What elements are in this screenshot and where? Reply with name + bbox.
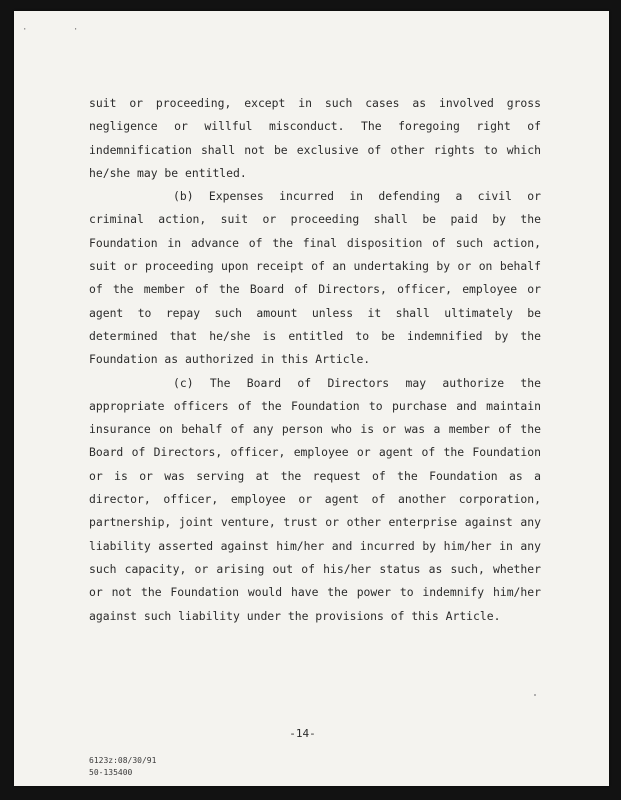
paragraph-c: (c) The Board of Directors may authorize the appropriate officers of the Foundation to purchase and maintain insurance on behalf of any person who is or was a member of the Board of Directors, officer, employee or agent of the Foundation or is or was serving at the request of the Foundation as a director, officer, employee or agent of another corporation, partnership, joint venture, trust or other enterprise against any liability asserted against him/her and incurred by him/her in any such capacity, or arising out of his/her status as such, whether or not the Foundation would have the power to indemnify him/her against such liability under the provisions of this Article. — [89, 375, 541, 623]
scan-specks: · · — [22, 25, 99, 35]
paragraph-a-continuation: suit or proceeding, except in such cases as involved gross negligence or willful misconduct. The foregoing right of indemnification shall not be exclusive of other rights to which he/she may be entitled. — [89, 96, 541, 180]
scan-mark — [534, 694, 536, 696]
page-number: -14- — [289, 727, 316, 740]
document-footer — [89, 755, 156, 779]
paragraph-b: (b) Expenses incurred in defending a civil or criminal action, suit or proceeding shall be paid by the Foundation in advance of the final disposition of such action, suit or proceeding upon receipt of an undertaking by or on behalf of the member of the Board of Directors, officer, employee or agent to repay such amount unless it shall ultimately be determined that he/she is entitled to be indemnified by the Foundation as authorized in this Article. — [89, 189, 541, 367]
document-body — [89, 92, 541, 628]
footer-reference: 50-135400 — [89, 768, 133, 777]
footer-code: 6123z:08/30/91 — [89, 756, 157, 765]
document-page — [14, 11, 609, 786]
